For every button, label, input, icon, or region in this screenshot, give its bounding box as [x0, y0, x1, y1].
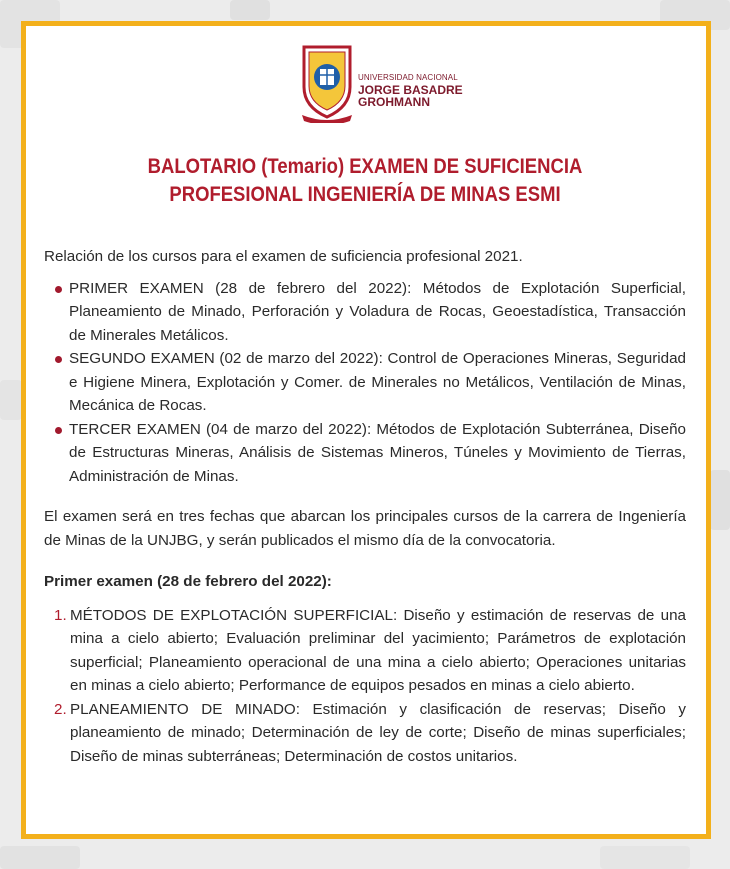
list-item: PRIMER EXAMEN (28 de febrero del 2022): Métodos de Explotación Superficial, Planeamiento de Minado, Perforación y Voladura de Rocas, Geoestadística, Transacción de Minerales Metálicos. — [44, 277, 686, 348]
list-item — [44, 698, 686, 769]
exam-list — [44, 277, 686, 489]
page-title — [79, 153, 651, 209]
intro-text: Relación de los cursos para el examen de suficiencia profesional 2021. — [44, 248, 523, 265]
university-name-line2: JORGE BASADRE — [358, 83, 463, 97]
section-heading: Primer examen (28 de febrero del 2022): — [44, 573, 332, 590]
title-line2: PROFESIONAL INGENIERÍA DE MINAS ESMI — [169, 183, 561, 206]
description-paragraph: El examen será en tres fechas que abarcan los principales cursos de la carrera de Ingeniería de Minas de la UNJBG, y serán publicados el mismo día de la convocatoria. — [44, 508, 686, 549]
university-name — [358, 72, 463, 108]
list-item: TERCER EXAMEN (04 de marzo del 2022): Métodos de Explotación Subterránea, Diseño de Estructuras Mineras, Análisis de Sistemas Mineros, Túneles y Movimiento de Tierras, Administración de Minas. — [44, 418, 686, 489]
university-name-line3: GROHMANN — [358, 95, 430, 109]
list-number: 2. — [54, 700, 67, 718]
topic-text: PLANEAMIENTO DE MINADO: Estimación y clasificación de reservas; Diseño y planeamiento de minado; Determinación de ley de corte; Diseño de minas superficiales; Diseño de minas subterráneas; Determinación de costos unitarios. — [70, 700, 686, 765]
list-item — [44, 604, 686, 698]
university-name-line1: UNIVERSIDAD NACIONAL — [358, 73, 458, 82]
university-seal-icon — [298, 43, 356, 123]
document-body — [44, 245, 686, 768]
topics-list — [44, 604, 686, 769]
list-number: 1. — [54, 606, 67, 624]
topic-text: MÉTODOS DE EXPLOTACIÓN SUPERFICIAL: Diseño y estimación de reservas de una mina a cielo abierto; Evaluación preliminar del yacimiento; Parámetros de explotación superficial; Planeamiento operacional de una mina a cielo abierto; Operaciones unitarias en minas a cielo abierto; Performance de equipos pesados en minas a cielo abierto. — [70, 606, 686, 694]
title-line1: BALOTARIO (Temario) EXAMEN DE SUFICIENCIA — [147, 155, 583, 178]
list-item: SEGUNDO EXAMEN (02 de marzo del 2022): Control de Operaciones Mineras, Seguridad e Higiene Minera, Explotación y Comer. de Minerales no Metálicos, Ventilación de Minas, Mecánica de Rocas. — [44, 347, 686, 418]
